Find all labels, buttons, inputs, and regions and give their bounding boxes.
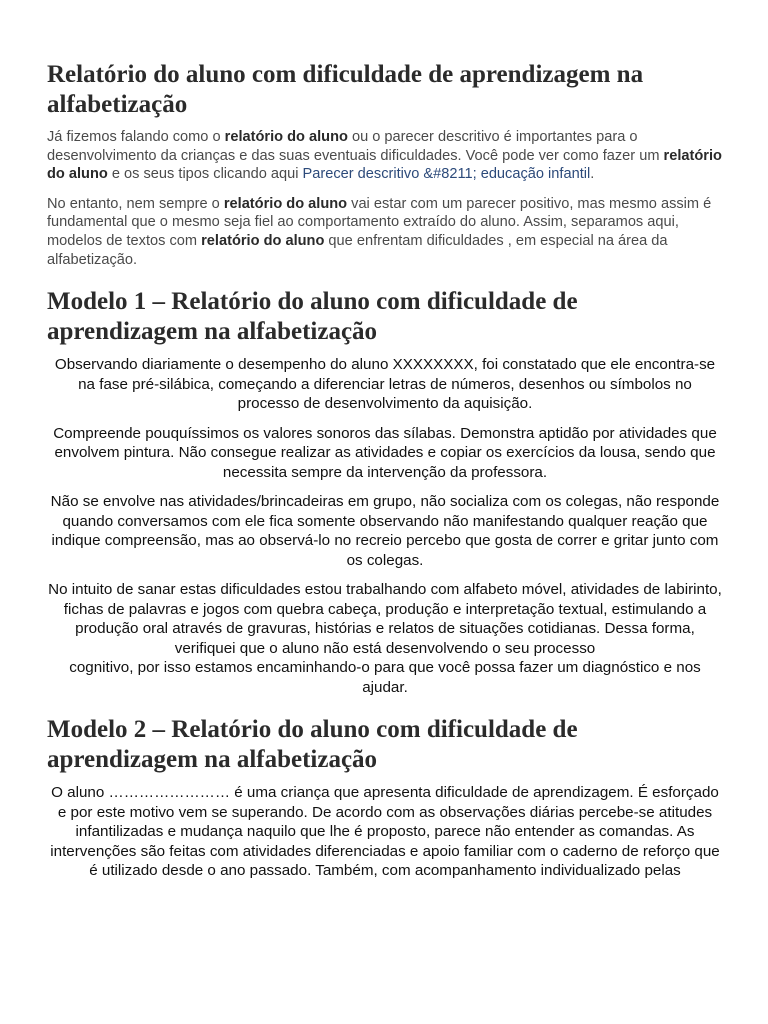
bold-term: relatório do aluno (47, 147, 722, 183)
model-1-heading: Modelo 1 – Relatório do aluno com dificuldade de aprendizagem na alfabetização (47, 288, 578, 346)
model-2-heading: Modelo 2 – Relatório do aluno com dificuldade de aprendizagem na alfabetização (47, 716, 578, 774)
model-1-paragraph: Compreende pouquíssimos os valores sonoros das sílabas. Demonstra aptidão por atividades que envolvem pintura. Não consegue realizar as atividades e copiar os exercícios da lousa, sendo que necessita sempre da intervenção da professora. (53, 424, 717, 481)
intro-paragraph-1: Já fizemos falando como o relatório do aluno ou o parecer descritivo é importantes para o desenvolvimento da crianças e das suas eventuais dificuldades. Você pode ver como fazer um relatório do aluno e os seus tipos clicando aqui Parecer descritivo &#8211; educação infantil. (47, 129, 722, 183)
model-2-paragraph: O aluno …………………… é uma criança que apresenta dificuldade de aprendizagem. É esforçado e por este motivo vem se superando. De acordo com as observações diárias percebe-se atitudes infantilizadas e mudança naquilo que lhe é proposto, parece não entender as comandas. As intervenções são feitas com atividades diferenciadas e apoio familiar com o caderno de reforço que é utilizado desde o ano passado. Também, com acompanhamento individualizado pelas (50, 784, 720, 880)
model-1-paragraph-last: No intuito de sanar estas dificuldades estou trabalhando com alfabeto móvel, atividades de labirinto, fichas de palavras e jogos com quebra cabeça, produção e interpretação textual, estimulando a produção oral através de gravuras, histórias e relatos de situações cotidianas. Dessa forma, verifiquei que o aluno não está desenvolvendo o seu processo cognitivo, por isso estamos encaminhando-o para que você possa fazer um diagnóstico e nos ajudar. (48, 581, 722, 696)
model-1-paragraph: Não se envolve nas atividades/brincadeiras em grupo, não socializa com os colegas, não responde quando conversamos com ele fica somente observando não manifestando qualquer reação que indique compreensão, mas ao observá-lo no recreio percebo que gosta de correr e gritar junto com os colegas. (50, 493, 720, 569)
model-1-paragraph: Observando diariamente o desempenho do aluno XXXXXXXX, foi constatado que ele encontra-se na fase pré-silábica, começando a diferenciar letras de números, desenhos ou símbolos no processo de desenvolvimento da aquisição. (54, 356, 716, 413)
bold-term: relatório do aluno (223, 195, 348, 212)
intro-paragraph-2: No entanto, nem sempre o relatório do aluno vai estar com um parecer positivo, mas mesmo assim é fundamental que o mesmo seja fiel ao comportamento extraído do aluno. Assim, separamos aqui, modelos de textos com relatório do aluno que enfrentam dificuldades , em especial na área da alfabetização. (47, 195, 712, 268)
article (47, 60, 723, 891)
bold-term: relatório do aluno (224, 129, 348, 145)
page-title: Relatório do aluno com dificuldade de aprendizagem na alfabetização (47, 61, 644, 118)
bold-term: relatório do aluno (201, 232, 325, 249)
parecer-descritivo-link[interactable]: Parecer descritivo &#8211; educação infantil (302, 166, 591, 183)
